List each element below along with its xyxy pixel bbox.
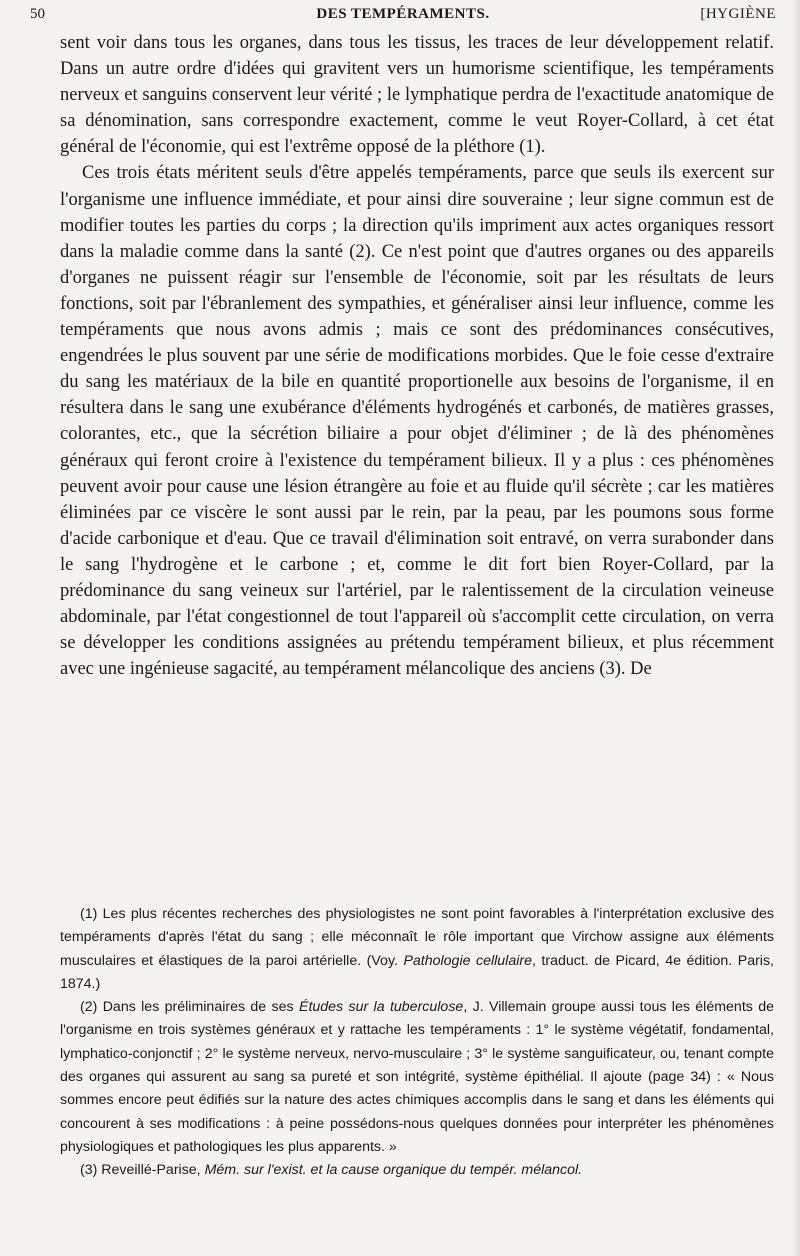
footnote-3-title: Mém. sur l'exist. et la cause organique du tempér. mélancol.: [204, 1162, 583, 1179]
footnote-2-title: Études sur la tuberculose: [298, 999, 464, 1016]
footnote-1: (1) Les plus récentes recherches des physiologistes ne sont point favorables à l'interprétation exclusive des tempéraments d'après l'état du sang ; elle méconnaît le rôle important que Virchow assigne aux éléments musculaires et élastiques de la paroi artérielle. (Voy. Pathologie cellulaire, traduct. de Picard, 4e édition. Paris, 1874.): [60, 906, 774, 992]
footnotes: [60, 903, 774, 1183]
running-title: DES TEMPÉRAMENTS.: [316, 6, 490, 22]
section-label: [HYGIÈNE: [700, 6, 776, 22]
footnote-1-title: Pathologie cellulaire: [403, 952, 532, 969]
footnote-3: (3) Reveillé-Parise, Mém. sur l'exist. et la cause organique du tempér. mélancol.: [80, 1162, 583, 1179]
page-edge-shadow: [792, 0, 800, 1256]
footnote-2: (2) Dans les préliminaires de ses Études sur la tuberculose, J. Villemain groupe aussi tous les éléments de l'organisme en trois systèmes généraux et y rattache les tempéraments : 1° le système végétatif, fondamental, lymphatico-conjonctif ; 2° le système nerveux, nervo-musculaire ; 3° le système sanguificateur, ou, tenant compte des organes qui assurent au sang sa pureté et son intégrité, système épithélial. Il ajoute (page 34) : « Nous sommes encore peut édifiés sur la nature des actes chimiques accomplis dans le sang et dans les éléments qui concourent à ses modifications : à peine possédons-nous quelques données pour interpréter les phénomènes physiologiques et pathologiques les plus apparents. »: [60, 999, 774, 1155]
running-header: [30, 6, 776, 28]
paragraph-1: sent voir dans tous les organes, dans tous les tissus, les traces de leur développement relatif. Dans un autre ordre d'idées qui gravitent vers un humorisme scientifique, les tempéraments nerveux et sanguins conservent leur vérité ; le lymphatique perdra de l'exactitude anatomique de sa dénomination, sans correspondre exactement, comme le veut Royer-Collard, à cet état général de l'économie, qui est l'extrême opposé de la pléthore (1).: [60, 33, 774, 158]
paragraph-2: Ces trois états méritent seuls d'être appelés tempéraments, parce que seuls ils exercent sur l'organisme une influence immédiate, et pour ainsi dire souveraine ; leur signe commun est de modifier toutes les parties du corps ; la direction qu'ils impriment aux actes organiques ressort dans la maladie comme dans la santé (2). Ce n'est point que d'autres organes ou des appareils d'organes ne puissent réagir sur l'ensemble de l'économie, soit par les résultats de leurs fonctions, soit par l'ébranlement des sympathies, et généraliser ainsi leur influence, comme les tempéraments que nous avons admis ; mais ce sont des prédominances consécutives, engendrées le plus souvent par une série de modifications morbides. Que le foie cesse d'extraire du sang les matériaux de la bile en quantité proportionelle aux besoins de l'organisme, il en résultera dans le sang une exubérance d'éléments hydrogénés et carbonés, de matières grasses, colorantes, etc., que la sécrétion biliaire a pour objet d'éliminer ; de là des phénomènes généraux qui feront croire à l'existence du tempérament bilieux. Il y a plus : ces phénomènes peuvent avoir pour cause une lésion étrangère au foie et au fluide qu'il sécrète ; car les matières éliminées par ce viscère le sont aussi par le rein, par la peau, par les poumons sous forme d'acide carbonique et d'eau. Que ce travail d'élimination soit entravé, on verra surabonder dans le sang l'hydrogène et le carbone ; et, comme le dit fort bien Royer-Collard, par la prédominance du sang veineux sur l'artériel, par le ralentissement de la circulation veineuse abdominale, par l'état congestionnel de tout l'appareil où s'accomplit cette circulation, on verra se développer les conditions assignées au prétendu tempérament bilieux, et plus récemment avec une ingénieuse sagacité, au tempérament mélancolique des anciens (3). De: [60, 163, 774, 680]
page-number: 50: [30, 6, 45, 22]
main-text: [60, 30, 774, 682]
